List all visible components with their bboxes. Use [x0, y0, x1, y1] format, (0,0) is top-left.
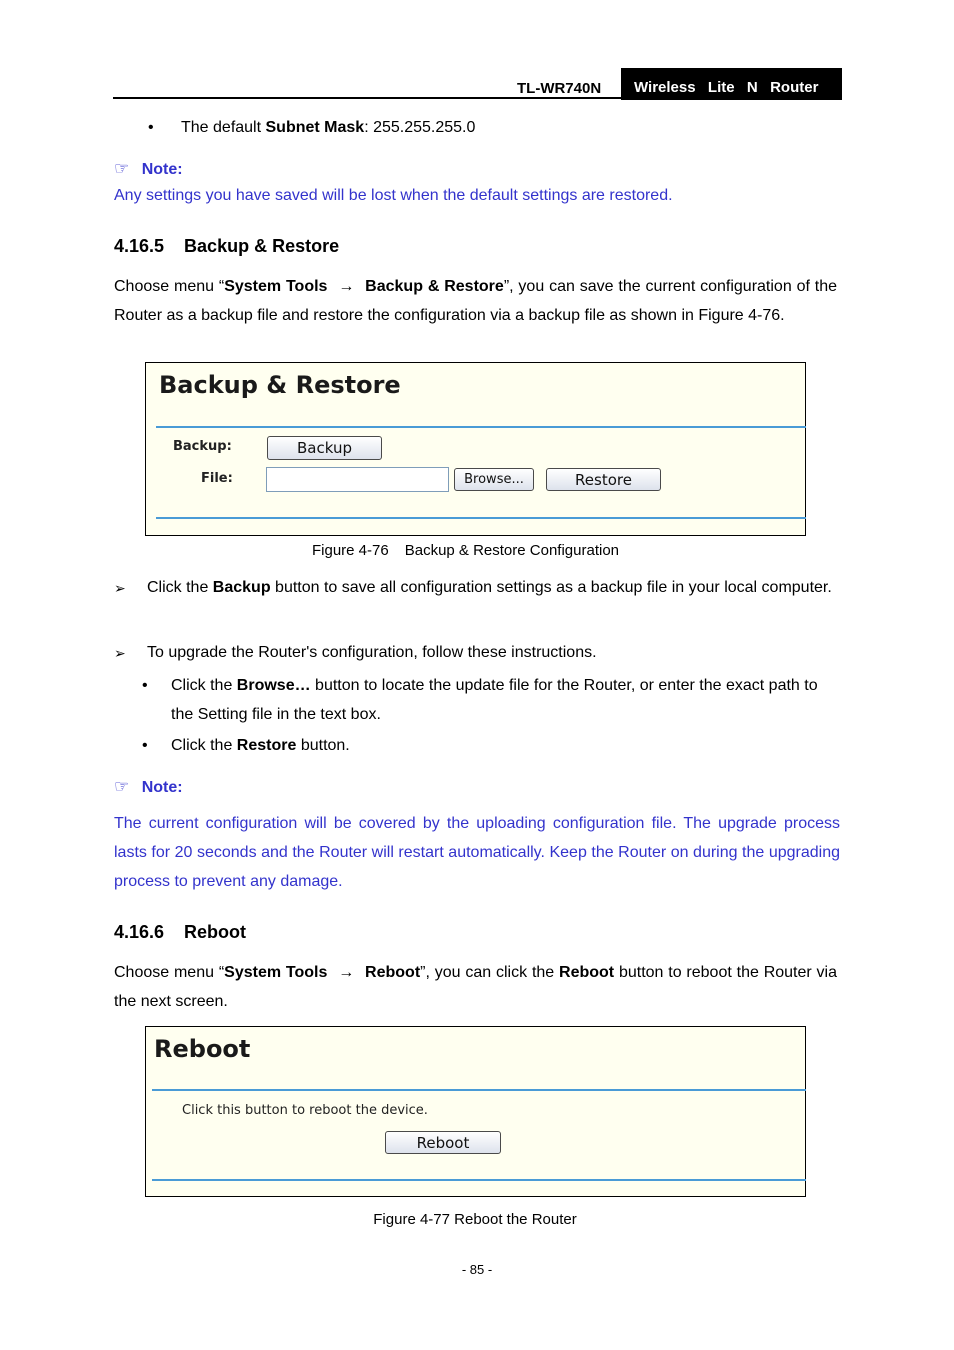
reboot-intro-paragraph: Choose menu “System Tools → Reboot”, you can click the Reboot button to reboot the Router via the next screen. [114, 964, 837, 1010]
figure-76-caption: Figure 4-76 Backup & Restore Configuration [312, 542, 620, 559]
backup-label: Backup: [173, 439, 232, 454]
section-heading-backup: 4.16.5 Backup & Restore [114, 236, 340, 256]
figure-77-caption: Figure 4-77 Reboot the Router [373, 1211, 577, 1228]
backup-sub-bullet-1: Click the Browse… button to locate the update file for the Router, or enter the exact path to the Setting file in the text box. [171, 677, 818, 723]
reboot-hint: Click this button to reboot the device. [182, 1103, 428, 1118]
reboot-panel-top-rule [152, 1089, 806, 1091]
bullet-dot-icon: • [142, 737, 148, 754]
restore-button[interactable]: Restore [546, 468, 661, 491]
backup-panel-title: Backup & Restore [159, 371, 401, 399]
backup-restore-panel [145, 362, 806, 536]
backup-bullet-1: Click the Backup button to save all configuration settings as a backup file in your local computer. [147, 579, 832, 596]
arrow-bullet-icon: ➢ [114, 645, 126, 661]
file-path-input[interactable] [266, 467, 449, 492]
note1-header: ☞ Note: [114, 159, 183, 178]
browse-button[interactable]: Browse... [454, 468, 534, 491]
file-label: File: [201, 471, 233, 486]
pointing-hand-icon: ☞ [114, 777, 130, 796]
backup-panel-bottom-rule [156, 517, 806, 519]
arrow-right-icon: → [338, 964, 355, 981]
bullet-dot-icon: • [142, 677, 148, 694]
reboot-button[interactable]: Reboot [385, 1131, 501, 1154]
header-rule [113, 97, 842, 99]
arrow-right-icon: → [338, 278, 355, 295]
note2-header: ☞ Note: [114, 777, 183, 796]
section-heading-reboot: 4.16.6 Reboot [114, 922, 247, 942]
backup-panel-top-rule [156, 426, 806, 428]
page-number: - 85 - [461, 1262, 493, 1277]
header-model: TL-WR740N [517, 80, 602, 97]
backup-intro-paragraph: Choose menu “System Tools → Backup & Restore”, you can save the current configuration of the Router as a backup file and restore the configuration via a backup file as shown in Figure 4-76. [114, 278, 838, 324]
backup-sub-bullet-2: Click the Restore button. [171, 737, 350, 754]
reboot-panel-title: Reboot [154, 1035, 251, 1063]
header-product: Wireless Lite N Router [621, 68, 842, 100]
backup-bullet-2: To upgrade the Router's configuration, follow these instructions. [147, 644, 597, 661]
pointing-hand-icon: ☞ [114, 159, 130, 178]
note2-text: The current configuration will be covered by the uploading configuration file. The upgrade process lasts for 20 seconds and the Router will restart automatically. Keep the Router on during the upgrading process to prevent any damage. [114, 815, 840, 890]
reboot-panel [145, 1026, 806, 1197]
backup-button[interactable]: Backup [267, 436, 382, 460]
intro-bullet: The default Subnet Mask: 255.255.255.0 [181, 119, 476, 136]
reboot-panel-bottom-rule [152, 1179, 806, 1181]
arrow-bullet-icon: ➢ [114, 580, 126, 596]
note1-text: Any settings you have saved will be lost when the default settings are restored. [114, 187, 673, 204]
bullet-dot-icon: • [148, 119, 154, 136]
